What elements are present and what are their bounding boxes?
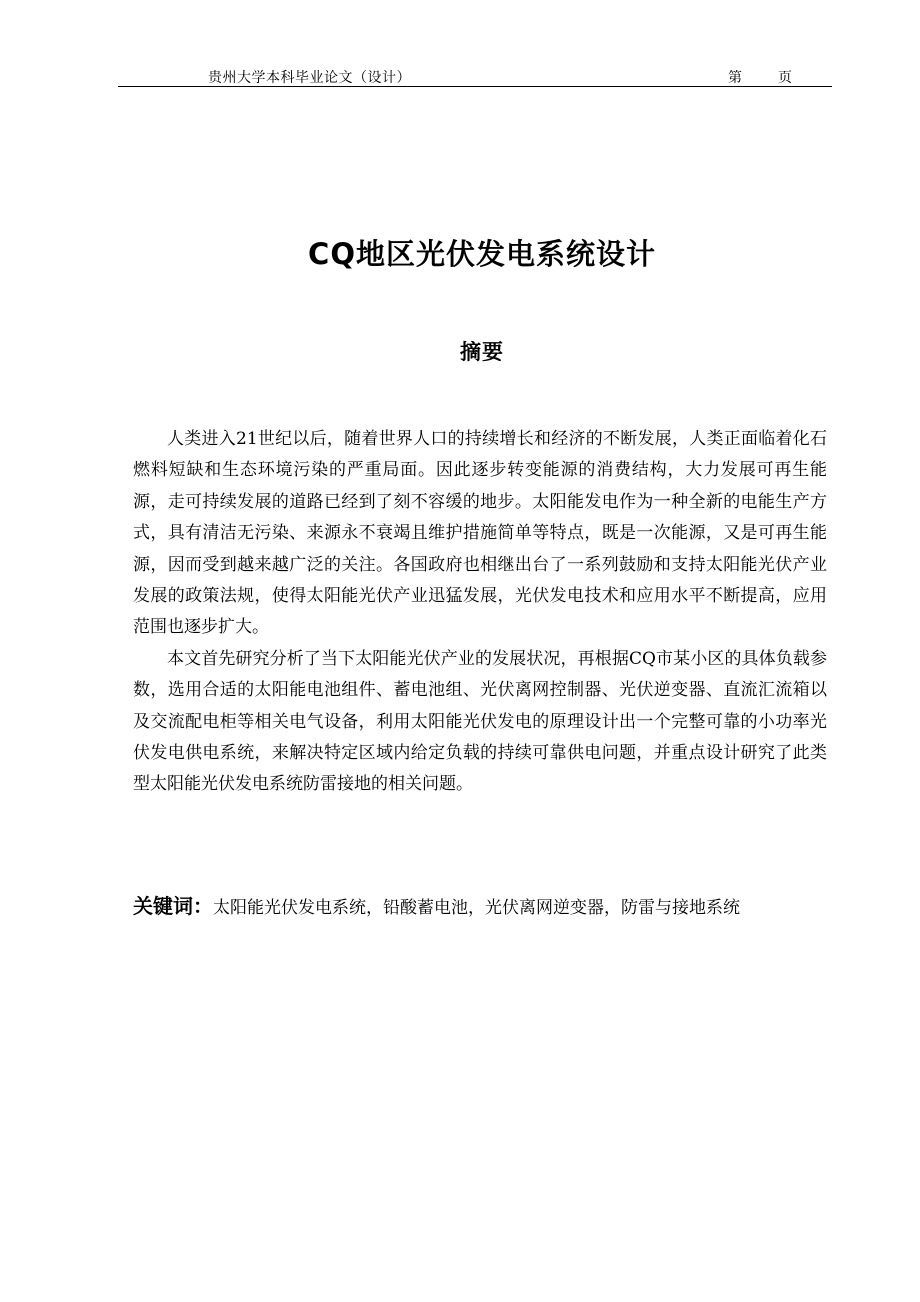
keywords-label: 关键词： (133, 894, 213, 918)
abstract-heading: 摘要 (460, 340, 504, 364)
header-page-label (728, 67, 792, 87)
abstract-paragraph: 人类进入21世纪以后，随着世界人口的持续增长和经济的不断发展，人类正面临着化石燃料短缺和生态环境污染的严重局面。因此逐步转变能源的消费结构，大力发展可再生能源，走可持续发展的道路已经到了刻不容缓的地步。太阳能发电作为一种全新的电能生产方式，具有清洁无污染、来源永不衰竭且维护措施简单等特点，既是一次能源，又是可再生能源，因而受到越来越广泛的关注。各国政府也相继出台了一系列鼓励和支持太阳能光伏产业发展的政策法规，使得太阳能光伏产业迅猛发展，光伏发电技术和应用水平不断提高，应用范围也逐步扩大。 (133, 429, 827, 638)
header-thesis-label: 贵州大学本科毕业论文（设计） (208, 70, 411, 86)
abstract-paragraph: 本文首先研究分析了当下太阳能光伏产业的发展状况，再根据CQ市某小区的具体负载参数，选用合适的太阳能电池组件、蓄电池组、光伏离网控制器、光伏逆变器、直流汇流箱以及交流配电柜等相关电气设备，利用太阳能光伏发电的原理设计出一个完整可靠的小功率光伏发电供电系统，来解决特定区域内给定负载的持续可靠供电问题，并重点设计研究了此类型太阳能光伏发电系统防雷接地的相关问题。 (133, 648, 827, 795)
page-header (118, 62, 832, 87)
header-page-suffix: 页 (778, 70, 792, 86)
keywords-line (133, 890, 827, 919)
document-title: CQ地区光伏发电系统设计 (308, 237, 656, 271)
keywords-text: 太阳能光伏发电系统，铅酸蓄电池，光伏离网逆变器，防雷与接地系统 (213, 898, 740, 918)
header-page-prefix: 第 (728, 70, 742, 86)
abstract-body (133, 424, 827, 801)
